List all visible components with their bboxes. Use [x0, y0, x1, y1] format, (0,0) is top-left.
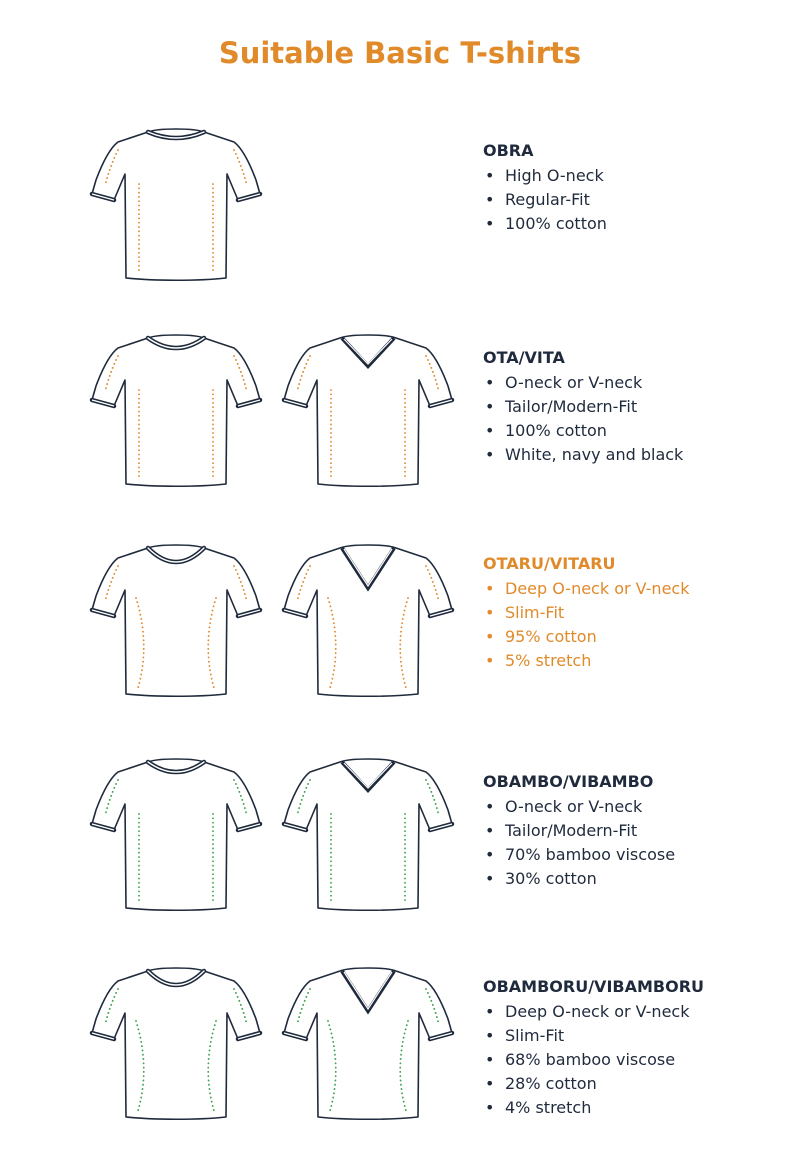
feature-item: • 30% cotton — [483, 867, 783, 891]
feature-item: • 100% cotton — [483, 212, 783, 236]
tshirt-outline — [92, 335, 260, 486]
tshirt-outline — [284, 545, 452, 696]
tshirt-obambo-crew-neck — [88, 754, 264, 912]
feature-item: • Regular-Fit — [483, 188, 783, 212]
feature-item: • Slim-Fit — [483, 1024, 783, 1048]
tshirt-otaru-deep-crew-neck — [88, 540, 264, 698]
feature-item: • 4% stretch — [483, 1096, 783, 1120]
product-info-otaru-vitaru — [483, 553, 783, 673]
product-info-obra — [483, 140, 783, 236]
feature-list — [483, 164, 783, 236]
product-info-ota-vita — [483, 347, 783, 467]
tshirt-outline — [92, 759, 260, 910]
page-title: Suitable Basic T-shirts — [218, 36, 582, 70]
feature-list — [483, 577, 783, 673]
feature-item: • White, navy and black — [483, 443, 783, 467]
feature-item: • Deep O-neck or V-neck — [483, 577, 783, 601]
tshirt-outline — [92, 129, 260, 280]
tshirt-outline — [284, 759, 452, 910]
feature-list — [483, 795, 783, 891]
tshirt-vibambo-v-neck — [280, 754, 456, 912]
feature-item: • Deep O-neck or V-neck — [483, 1000, 783, 1024]
feature-item: • Tailor/Modern-Fit — [483, 395, 783, 419]
feature-item: • 100% cotton — [483, 419, 783, 443]
feature-item: • O-neck or V-neck — [483, 371, 783, 395]
feature-item: • Tailor/Modern-Fit — [483, 819, 783, 843]
feature-item: • 95% cotton — [483, 625, 783, 649]
feature-item: • 68% bamboo viscose — [483, 1048, 783, 1072]
tshirt-vibamboru-deep-v-neck — [280, 963, 456, 1121]
tshirt-ota-crew-neck — [88, 330, 264, 488]
feature-item: • 28% cotton — [483, 1072, 783, 1096]
product-name: OBAMBO/VIBAMBO — [483, 772, 654, 791]
product-info-obamboru-vibamboru — [483, 976, 783, 1120]
tshirt-vitaru-deep-v-neck — [280, 540, 456, 698]
feature-list — [483, 371, 783, 467]
feature-list — [483, 1000, 783, 1120]
product-name: OTARU/VITARU — [483, 554, 616, 573]
product-name: OTA/VITA — [483, 348, 565, 367]
feature-item: • Slim-Fit — [483, 601, 783, 625]
product-name: OBRA — [483, 141, 534, 160]
tshirt-outline — [92, 545, 260, 696]
tshirt-vita-v-neck — [280, 330, 456, 488]
tshirt-outline — [92, 968, 260, 1119]
feature-item: • High O-neck — [483, 164, 783, 188]
feature-item: • O-neck or V-neck — [483, 795, 783, 819]
feature-item: • 5% stretch — [483, 649, 783, 673]
product-name: OBAMBORU/VIBAMBORU — [483, 977, 704, 996]
tshirt-outline — [284, 335, 452, 486]
tshirt-outline — [284, 968, 452, 1119]
feature-item: • 70% bamboo viscose — [483, 843, 783, 867]
product-info-obambo-vibambo — [483, 771, 783, 891]
tshirt-obra-crew-neck — [88, 124, 264, 282]
tshirt-obamboru-deep-crew-neck — [88, 963, 264, 1121]
